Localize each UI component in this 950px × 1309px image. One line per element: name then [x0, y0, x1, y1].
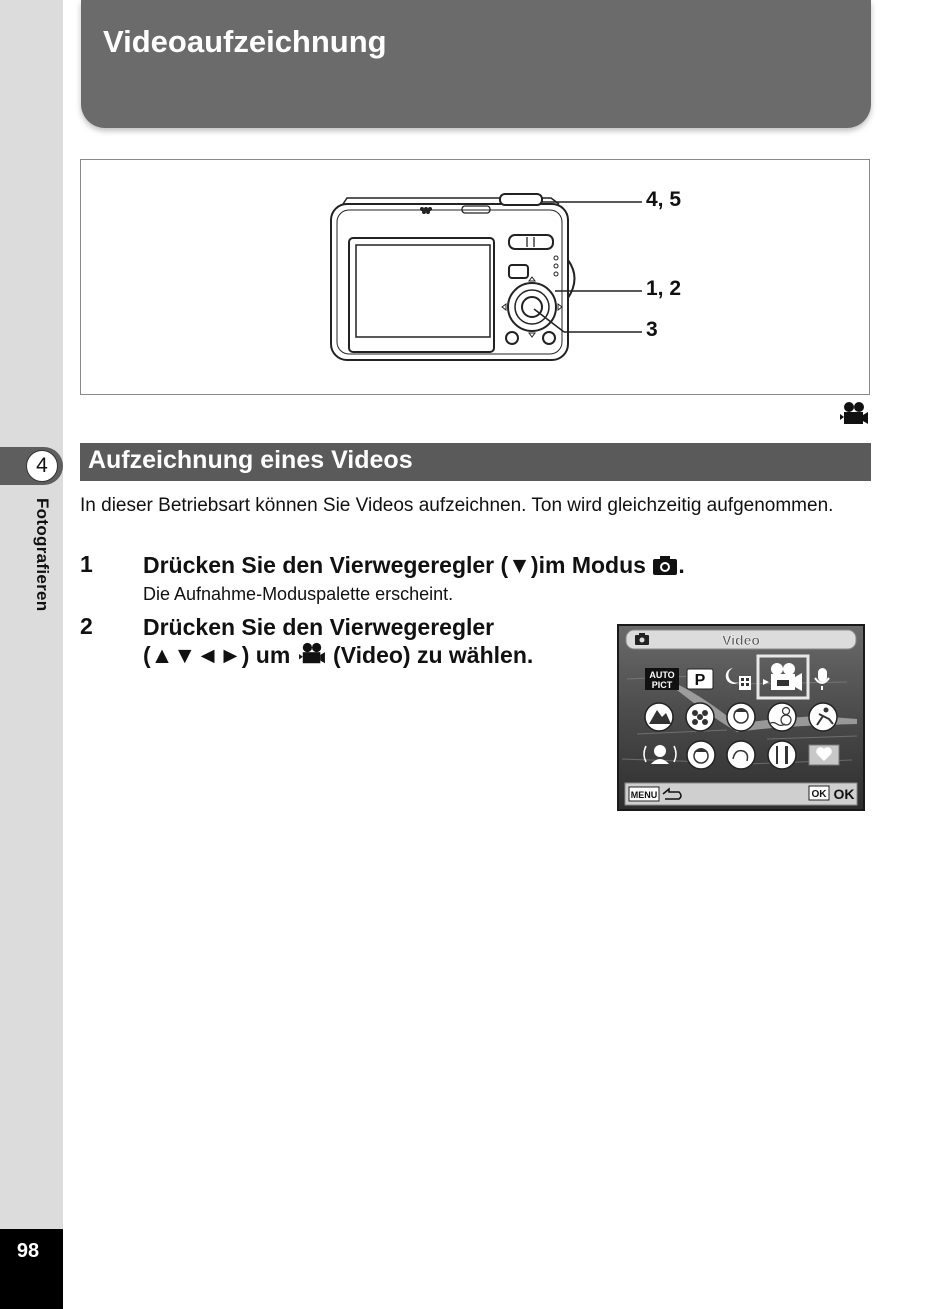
movie-mode-icon	[839, 401, 869, 427]
camera-back-illustration	[81, 160, 868, 393]
step-1-text	[143, 551, 685, 579]
camera-figure	[80, 159, 870, 395]
chapter-label: Fotografieren	[33, 498, 52, 612]
title-banner	[81, 0, 871, 128]
pet-icon	[727, 741, 755, 769]
chapter-sidebar	[0, 0, 63, 1309]
step-2-number: 2	[80, 613, 93, 639]
chapter-number: 4	[26, 450, 58, 482]
page-title: Videoaufzeichnung	[103, 24, 387, 59]
callout-1-2: 1, 2	[646, 277, 682, 300]
menu-badge: MENU	[630, 790, 658, 800]
video-mode-icon	[297, 642, 327, 666]
step-1-text-b: .	[678, 552, 685, 578]
auto-label: AUTO	[649, 670, 675, 680]
section-heading: Aufzeichnung eines Videos	[88, 446, 413, 474]
step-2-line2-a: (▲▼◄►) um	[143, 642, 291, 668]
step-2-text	[143, 613, 533, 669]
intro-paragraph: In dieser Betriebsart können Sie Videos aufzeichnen. Ton wird gleichzeitig aufgenommen.	[80, 495, 834, 516]
step-1-number: 1	[80, 551, 93, 577]
ok-badge: OK	[811, 789, 827, 800]
callout-4-5: 4, 5	[646, 188, 682, 211]
ok-label: OK	[833, 786, 855, 802]
pict-label: PICT	[651, 680, 673, 690]
night-portrait-icon	[687, 741, 715, 769]
step-2-line2-b: (Video) zu wählen.	[333, 642, 534, 668]
lcd-header-title: Video	[722, 632, 760, 648]
step-1-text-a: Drücken Sie den Vierwegeregler (▼)im Modus	[143, 552, 646, 578]
camera-mode-icon	[652, 554, 678, 576]
callout-3: 3	[646, 318, 658, 341]
program-label: P	[694, 672, 706, 689]
portrait-icon	[727, 703, 755, 731]
step-1-subtext: Die Aufnahme-Moduspalette erscheint.	[143, 584, 454, 604]
mode-palette-screen	[617, 624, 865, 811]
page-number: 98	[16, 1240, 40, 1262]
food-icon	[768, 741, 796, 769]
step-2-line1: Drücken Sie den Vierwegeregler	[143, 614, 495, 640]
